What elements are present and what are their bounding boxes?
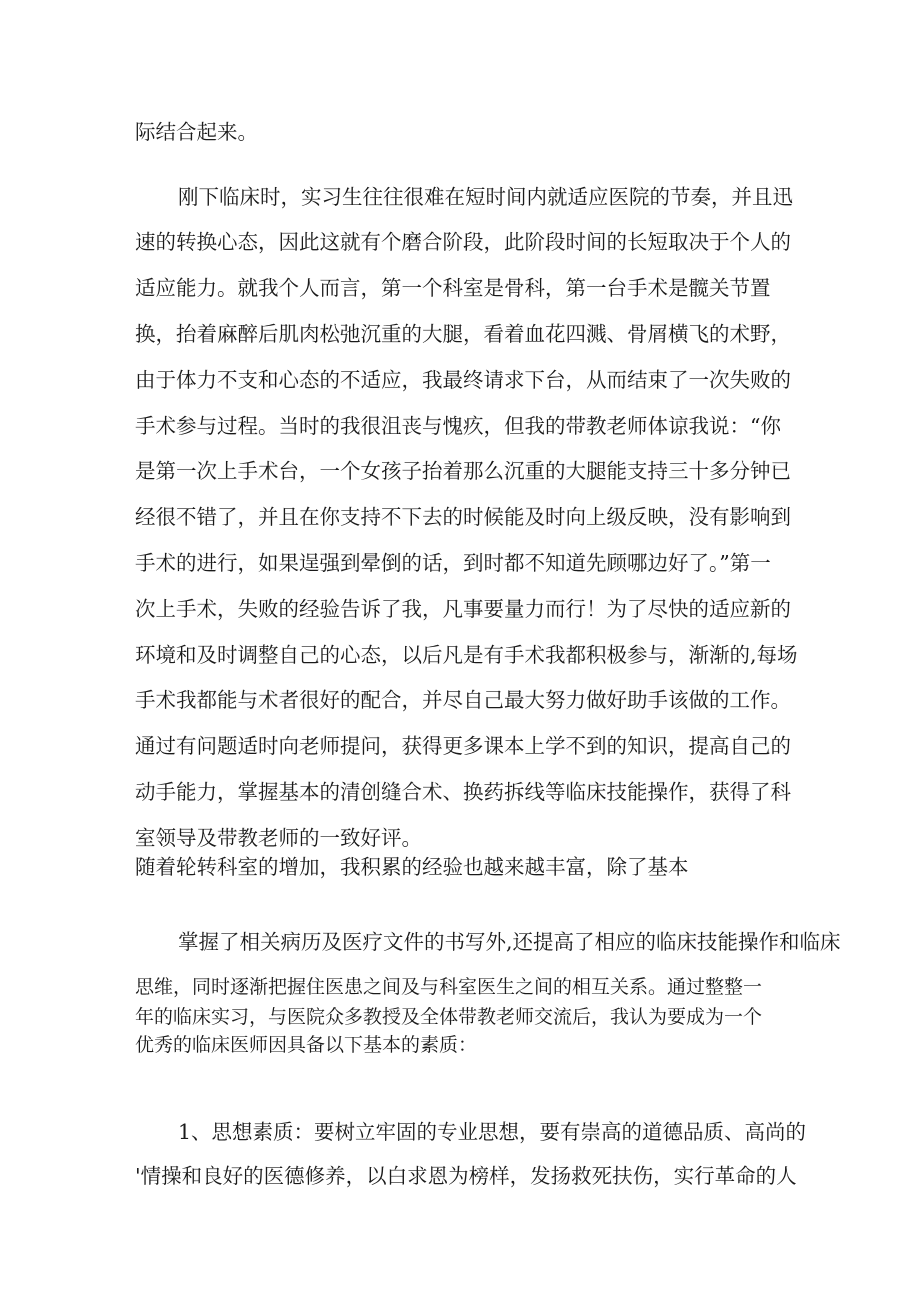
text-line: 思维，同时逐渐把握住医患之间及与科室医生之间的相互关系。通过整整一 <box>135 976 763 998</box>
text-line: 掌握了相关病历及医疗文件的书写外,还提高了相应的临床技能操作和临床 <box>178 930 841 954</box>
text-line: 手术参与过程。当时的我很沮丧与愧疚，但我的带教老师体谅我说：“你 <box>135 414 781 438</box>
text-line: 速的转换心态，因此这就有个磨合阶段，此阶段时间的长短取决于个人的 <box>135 230 791 254</box>
text-line: 由于体力不支和心态的不适应，我最终请求下台，从而结束了一次失败的 <box>135 368 791 392</box>
text-line: 适应能力。就我个人而言，第一个科室是骨科，第一台手术是髋关节置 <box>135 276 771 300</box>
text-line: 优秀的临床医师因具备以下基本的素质： <box>135 1034 478 1056</box>
text-line: 是第一次上手术台，一个女孩子抬着那么沉重的大腿能支持三十多分钟已 <box>135 459 791 483</box>
text-line: 1、思想素质：要树立牢固的专业思想，要有崇高的道德品质、高尚的 <box>178 1120 807 1144</box>
text-line: 动手能力，掌握基本的清创缝合术、换药拆线等临床技能操作，获得了科 <box>135 780 791 804</box>
text-line: 环境和及时调整自己的心态，以后凡是有手术我都积极参与，渐渐的,每场 <box>135 643 798 667</box>
text-line: 换，抬着麻醉后肌肉松弛沉重的大腿，看着血花四溅、骨屑横飞的术野， <box>135 322 791 346</box>
text-line: 际结合起来。 <box>135 120 258 144</box>
text-line: 通过有问题适时向老师提问，获得更多课本上学不到的知识，提高自己的 <box>135 734 791 758</box>
text-line: 手术的进行，如果逞强到晕倒的话，到时都不知道先顾哪边好了。”第一 <box>135 551 771 575</box>
text-line: 经很不错了，并且在你支持不下去的时候能及时向上级反映，没有影响到 <box>135 505 791 529</box>
text-line: 年的临床实习，与医院众多教授及全体带教老师交流后，我认为要成为一个 <box>135 1006 763 1028</box>
text-line: '情操和良好的医德修养，以白求恩为榜样，发扬救死扶伤，实行革命的人 <box>135 1164 797 1188</box>
text-line: 手术我都能与术者很好的配合，并尽自己最大努力做好助手该做的工作。 <box>135 688 791 712</box>
text-line: 刚下临床时，实习生往往很难在短时间内就适应医院的节奏，并且迅 <box>178 185 793 209</box>
text-line: 次上手术，失败的经验告诉了我，凡事要量力而行！为了尽快的适应新的 <box>135 597 791 621</box>
text-line: 室领导及带教老师的一致好评。 <box>135 826 422 850</box>
text-line: 随着轮转科室的增加，我积累的经验也越来越丰富，除了基本 <box>135 855 689 879</box>
